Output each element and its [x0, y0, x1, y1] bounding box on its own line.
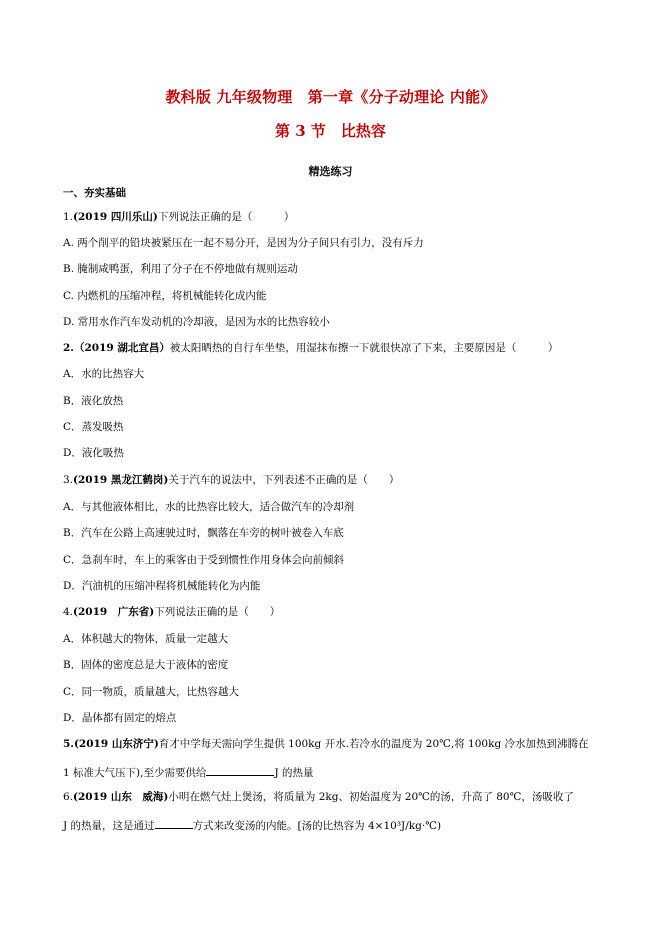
answer-blank[interactable]	[206, 764, 274, 776]
option: B．汽车在公路上高速驶过时，飘落在车旁的树叶被卷入车底	[63, 527, 344, 539]
question-number: 5.	[63, 738, 74, 750]
question-stem: J 的热量，这是通过	[63, 820, 155, 832]
option: B．固体的密度总是大于液体的密度	[63, 659, 229, 671]
question-stem: 1 标准大气压下),至少需要供给	[63, 767, 207, 779]
option: D．汽油机的压缩冲程将机械能转化为内能	[63, 580, 261, 592]
question-2	[63, 341, 558, 355]
document-title: 教科版 九年级物理 第一章《分子动理论 内能》	[165, 88, 496, 106]
option: C．蒸发吸热	[63, 421, 124, 433]
question-source: (2019 广东省)	[73, 606, 155, 618]
subtitle: 精选练习	[308, 165, 353, 178]
question-stem: 小明在燃气灶上煲汤，将质量为 2kg、初始温度为 20℃的汤，升高了 80℃，汤吸收了	[168, 791, 574, 803]
question-5	[63, 737, 589, 751]
answer-blank[interactable]	[155, 817, 193, 829]
part-heading: 一、夯实基础	[63, 187, 126, 199]
question-stem: 关于汽车的说法中，下列表述不正确的是（ ）	[168, 474, 400, 486]
option: B．液化放热	[63, 395, 124, 407]
option: D．晶体都有固定的熔点	[63, 712, 177, 724]
option: C. 内燃机的压缩冲程，将机械能转化成内能	[63, 290, 267, 302]
question-number: 3.	[63, 474, 74, 486]
option: A．体积越大的物体，质量一定越大	[63, 633, 229, 645]
option: C．急刹车时，车上的乘客由于受到惯性作用身体会向前倾斜	[63, 554, 345, 566]
option: B. 腌制咸鸭蛋，利用了分子在不停地做有规则运动	[63, 263, 298, 275]
question-number: 1.	[63, 211, 74, 223]
question-number: 2.	[63, 342, 74, 354]
option: C．同一物质，质量越大，比热容越大	[63, 686, 240, 698]
question-source: (2019 山东济宁)	[73, 738, 159, 750]
question-6-continued	[63, 817, 441, 833]
question-number: 4.	[63, 606, 74, 618]
question-1	[63, 210, 294, 224]
question-6	[63, 790, 574, 804]
option: A．与其他液体相比，水的比热容比较大，适合做汽车的冷却剂	[63, 501, 355, 513]
question-stem: 下列说法正确的是（ ）	[157, 211, 295, 223]
question-3	[63, 473, 399, 487]
question-number: 6.	[63, 791, 74, 803]
question-source: （2019 湖北宜昌）	[73, 342, 170, 354]
question-source: (2019 四川乐山)	[73, 211, 158, 223]
option: D．液化吸热	[63, 447, 124, 459]
question-source: (2019 黑龙江鹤岗)	[73, 474, 169, 486]
question-5-continued	[63, 764, 314, 780]
question-stem: 被太阳晒热的自行车坐垫，用湿抹布擦一下就很快凉了下来，主要原因是（ ）	[169, 342, 559, 354]
option: A．水的比热容大	[63, 368, 145, 380]
question-source: (2019 山东 威海)	[73, 791, 169, 803]
question-4	[63, 605, 280, 619]
option: A. 两个削平的铅块被紧压在一起不易分开，是因为分子间只有引力，没有斥力	[63, 237, 424, 249]
option: D. 常用水作汽车发动机的冷却液，是因为水的比热容较小	[63, 316, 330, 328]
question-stem: 下列说法正确的是（ ）	[154, 606, 281, 618]
question-stem: J 的热量	[274, 767, 314, 779]
question-stem: 育才中学每天需向学生提供 100kg 开水.若冷水的温度为 20℃,将 100kg 冷水加热到沸腾在	[158, 738, 589, 750]
section-title: 第 3 节 比热容	[275, 122, 386, 140]
question-stem: 方式来改变汤的内能。[汤的比热容为 4×10³J/kg·℃)	[192, 820, 442, 832]
